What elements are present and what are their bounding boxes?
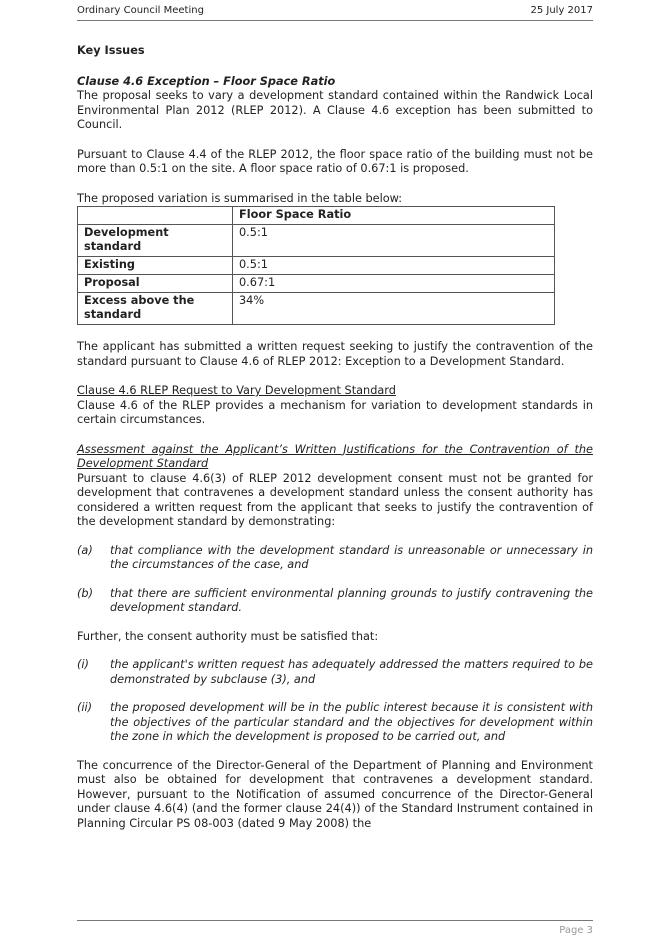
table-header-row [78,207,555,225]
table-intro: The proposed variation is summarised in the table below: [77,191,403,205]
fsr-table [77,206,555,325]
row-value: 0.5:1 [233,225,555,257]
row-label: Development standard [78,225,233,257]
further-paragraph: Further, the consent authority must be satisfied that: [77,629,379,643]
list-text: that compliance with the development standard is unreasonable or unnecessary in the circumstances of the case, and [110,543,593,571]
section2-title: Assessment against the Applicant’s Written Justifications for the Contravention of the Development Standard [77,442,593,470]
table-row [78,293,555,325]
row-value: 0.67:1 [233,275,555,293]
section2-text: Pursuant to clause 4.6(3) of RLEP 2012 development consent must not be granted for development that contravenes a development standard unless the consent authority has considered a written request from the applicant that seeks to justify the contravention of the development standard by demonstrating: [77,471,593,528]
table-header-empty [78,207,233,225]
section-heading: Key Issues [77,44,145,57]
fsr-paragraph: Pursuant to Clause 4.4 of the RLEP 2012, the floor space ratio of the building must not be more than 0.5:1 on the site. A floor space ratio of 0.67:1 is proposed. [77,147,593,175]
clause-subheading: Clause 4.6 Exception – Floor Space Ratio [77,74,336,88]
page-header [77,2,593,21]
list-item [77,658,593,687]
applicant-paragraph: The applicant has submitted a written request seeking to justify the contravention of the standard pursuant to Clause 4.6 of RLEP 2012: Exception to a Development Standard. [77,340,593,368]
list-item [77,701,593,745]
list-marker: (i) [77,658,89,671]
list-text: the applicant's written request has adequately addressed the matters required to be demonstrated by subclause (3), and [110,658,593,686]
document-body [77,44,593,831]
table-row [78,257,555,275]
list-item [77,544,593,573]
meeting-title: Ordinary Council Meeting [77,5,204,16]
row-label: Existing [78,257,233,275]
list-marker: (ii) [77,701,93,714]
table-header-cell: Floor Space Ratio [233,207,555,225]
intro-paragraph: The proposal seeks to vary a development standard contained within the Randwick Local Environmental Plan 2012 (RLEP 2012). A Clause 4.6 exception has been submitted to Council. [77,89,593,131]
row-value: 0.5:1 [233,257,555,275]
concurrence-paragraph: The concurrence of the Director-General of the Department of Planning and Environment must also be obtained for development that contravenes a development standard. However, pursuant to the Notification of assumed concurrence of the Director-General under clause 4.6(4) (and the former clause 24(4)) of the Standard Instrument contained in Planning Circular PS 08-003 (dated 9 May 2008) the [77,758,593,830]
list-text: the proposed development will be in the public interest because it is consistent with the objectives of the particular standard and the objectives for development within the zone in which the development is proposed to be carried out, and [110,701,593,743]
row-label: Excess above the standard [78,293,233,325]
page-number: Page 3 [559,925,593,936]
row-value: 34% [233,293,555,325]
list-marker: (a) [77,543,93,557]
row-label: Proposal [78,275,233,293]
section1-title: Clause 4.6 RLEP Request to Vary Development Standard [77,384,396,397]
table-row [78,275,555,293]
list-item [77,587,593,616]
table-row [78,225,555,257]
list-marker: (b) [77,586,93,600]
list-text: that there are sufficient environmental planning grounds to justify contravening the development standard. [110,586,593,614]
page-footer [77,920,593,936]
meeting-date: 25 July 2017 [530,5,593,16]
section1-text: Clause 4.6 of the RLEP provides a mechanism for variation to development standards in certain circumstances. [77,398,593,426]
